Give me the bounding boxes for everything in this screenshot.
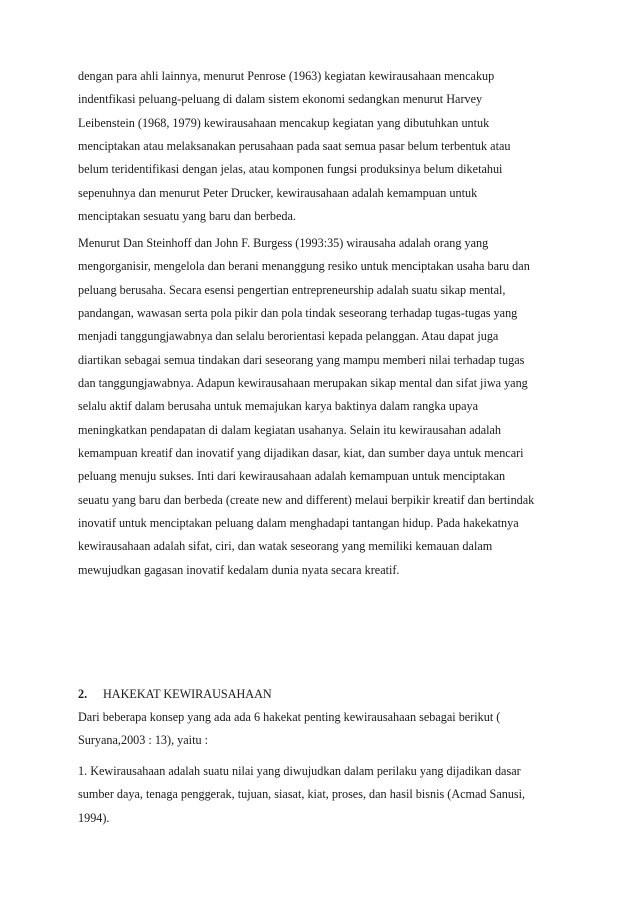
paragraph-entrepreneurship-definitions: dengan para ahli lainnya, menurut Penrose (1963) kegiatan kewirausahaan mencakup indentfikasi peluang-peluang di dalam sistem ekonomi sedangkan menurut Harvey Leibenstein (1968, 1979) kewirausahaan mencakup kegiatan yang dibutuhkan untuk menciptakan atau melaksanakan perusahaan pada saat semua pasar belum terbentuk atau belum teridentifikasi dengan jelas, atau komponen fungsi produksinya belum diketahui sepenuhnya dan menurut Peter Drucker, kewirausahaan adalah kemampuan untuk menciptakan sesuatu yang baru dan berbeda.	[78, 69, 511, 224]
paragraph-section-intro: Dari beberapa konsep yang ada ada 6 hakekat penting kewirausahaan sebagai berikut ( Suryana,2003 : 13), yaitu :	[78, 710, 501, 748]
document-page	[78, 0, 562, 903]
section-title: HAKEKAT KEWIRAUSAHAAN	[103, 687, 272, 701]
list-item-1: 1. Kewirausahaan adalah suatu nilai yang diwujudkan dalam perilaku yang dijadikan dasar sumber daya, tenaga penggerak, tujuan, siasat, kiat, proses, dan hasil bisnis (Acmad Sanusi, 1994).	[78, 764, 526, 825]
paragraph-steinhoff-burgess: Menurut Dan Steinhoff dan John F. Burgess (1993:35) wirausaha adalah orang yang mengorganisir, mengelola dan berani menanggung resiko untuk menciptakan usaha baru dan peluang berusaha. Secara esensi pengertian entrepreneurship adalah suatu sikap mental, pandangan, wawasan serta pola pikir dan pola tindak seseorang terhadap tugas-tugas yang menjadi tanggungjawabnya dan selalu berorientasi kepada pelanggan. Atau dapat juga diartikan sebagai semua tindakan dari seseorang yang mampu memberi nilai terhadap tugas dan tanggungjawabnya. Adapun kewirausahaan merupakan sikap mental dan sifat jiwa yang selalu aktif dalam berusaha untuk memajukan karya baktinya dalam rangka upaya meningkatkan pendapatan di dalam kegiatan usahanya. Selain itu kewirausahan adalah kemampuan kreatif dan inovatif yang dijadikan dasar, kiat, dan sumber daya untuk mencari peluang menuju sukses. Inti dari kewirausahaan adalah kemampuan untuk menciptakan seuatu yang baru dan berbeda (create new and different) melaui berpikir kreatif dan bertindak inovatif untuk menciptakan peluang dalam menghadapi tantangan hidup. Pada hakekatnya kewirausahaan adalah sifat, ciri, dan watak seseorang yang memiliki kemauan dalam mewujudkan gagasan inovatif kedalam dunia nyata secara kreatif.	[78, 236, 535, 577]
section-number: 2.	[78, 687, 88, 701]
section-heading	[78, 683, 272, 706]
